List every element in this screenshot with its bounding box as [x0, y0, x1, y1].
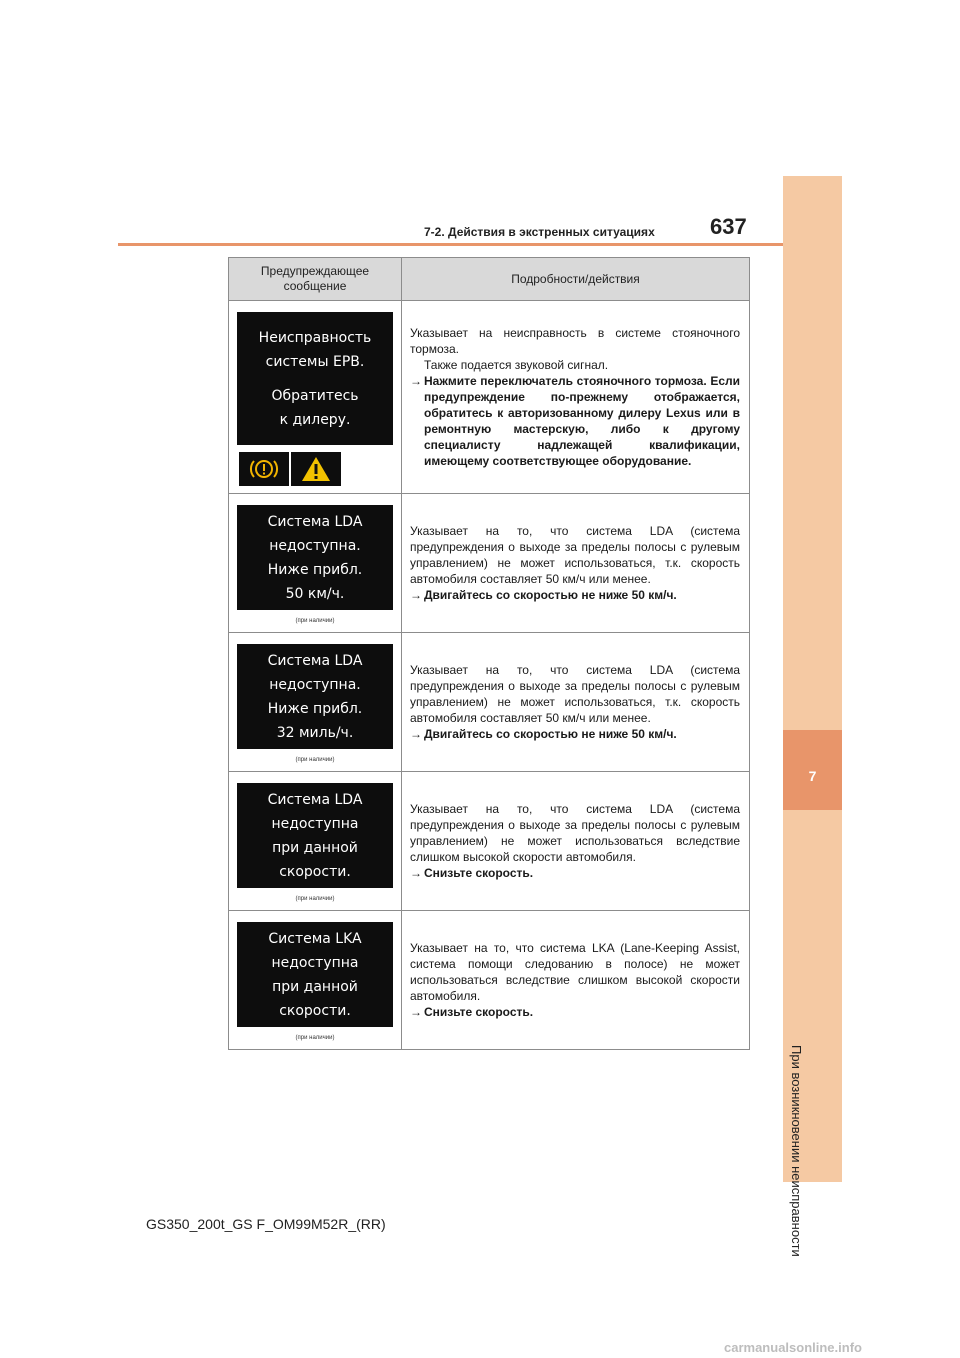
section-title: 7-2. Действия в экстренных ситуациях: [424, 225, 655, 239]
action-text: [410, 865, 740, 881]
description-text: Указывает на то, что система LKA (Lane-Keeping Assist, система помощи следованию в полосе) не может использоваться вследствие слишком высокой скорости автомобиля.: [410, 941, 740, 1003]
screen-line: недоступна.: [269, 537, 361, 554]
details-cell: [402, 494, 750, 633]
master-warning-icon: [291, 452, 341, 486]
table-row: [229, 772, 750, 911]
col-header-message: Предупреждающее сообщение: [229, 258, 402, 301]
description-text: Также подается звуковой сигнал.: [424, 358, 609, 372]
description-text: Указывает на то, что система LDA (система предупреждения о выходе за пределы полосы с рулевым управлением) не может использоваться вследствие слишком высокой скорости автомобиля.: [410, 802, 740, 864]
warning-message-table: [228, 257, 750, 1050]
message-cell: [229, 633, 402, 772]
details-cell: [402, 633, 750, 772]
screen-line: к дилеру.: [279, 411, 351, 428]
action-text: [410, 726, 740, 742]
watermark: carmanualsonline.info: [724, 1340, 862, 1355]
table-header-row: [229, 258, 750, 301]
details-cell: [402, 772, 750, 911]
action-label: Двигайтесь со скоростью не ниже 50 км/ч.: [424, 588, 677, 602]
screen-line: 50 км/ч.: [285, 585, 345, 602]
table-row: [229, 633, 750, 772]
screen-line: Система LDA: [267, 652, 363, 669]
arrow-icon: →: [410, 866, 422, 880]
arrow-icon: →: [410, 1005, 422, 1019]
screen-line: при данной: [272, 839, 358, 856]
screen-line: системы EPB.: [265, 353, 365, 370]
message-cell: [229, 911, 402, 1050]
table-row: [229, 911, 750, 1050]
screen-line: при данной: [272, 978, 358, 995]
display-screen: [237, 783, 393, 888]
screen-line: скорости.: [279, 1002, 351, 1019]
details-cell: [402, 911, 750, 1050]
display-screen: [237, 922, 393, 1027]
screen-line: Обратитесь: [271, 387, 359, 404]
chapter-title: При возникновении неисправности: [789, 1045, 804, 1257]
action-label: Снизьте скорость.: [424, 866, 534, 880]
document-id: GS350_200t_GS F_OM99M52R_(RR): [146, 1216, 386, 1232]
action-text: [410, 1004, 740, 1020]
screen-line: Система LDA: [267, 513, 363, 530]
header-rule: [118, 243, 783, 246]
page-number: 637: [710, 214, 747, 239]
display-screen: [237, 505, 393, 610]
availability-note: (при наличии): [295, 618, 335, 624]
screen-line: Система LKA: [268, 930, 362, 947]
display-screen: [237, 312, 393, 445]
action-label: Двигайтесь со скоростью не ниже 50 км/ч.: [424, 727, 677, 741]
table-row: [229, 494, 750, 633]
chapter-sidebar: [783, 176, 842, 1182]
table-row: [229, 301, 750, 494]
availability-note: (при наличии): [295, 757, 335, 763]
screen-line: Ниже прибл.: [267, 561, 363, 578]
description-text: Указывает на неисправность в системе стояночного тормоза.: [410, 326, 740, 356]
description-text: Указывает на то, что система LDA (система предупреждения о выходе за пределы полосы с рулевым управлением) не может использоваться, т.к. скорость автомобиля составляет 50 км/ч или менее.: [410, 663, 740, 725]
arrow-icon: →: [410, 727, 422, 741]
screen-line: недоступна: [271, 815, 359, 832]
action-label: Снизьте скорость.: [424, 1005, 534, 1019]
screen-line: Ниже прибл.: [267, 700, 363, 717]
availability-note: (при наличии): [295, 1035, 335, 1041]
display-screen: [237, 644, 393, 749]
details-cell: [402, 301, 750, 494]
description-text: Указывает на то, что система LDA (система предупреждения о выходе за пределы полосы с рулевым управлением) не может использоваться, т.к. скорость автомобиля составляет 50 км/ч или менее.: [410, 524, 740, 586]
epb-warning-icon: [239, 452, 289, 486]
screen-line: Система LDA: [267, 791, 363, 808]
screen-line: 32 миль/ч.: [276, 724, 354, 741]
arrow-icon: →: [410, 374, 422, 388]
action-label: Нажмите переключатель стояночного тормоза. Если предупреждение по-прежнему отображается, обратитесь к авторизованному дилеру Lexus или в ремонтную мастерскую, либо к другому специалисту надлежащей квалификации, имеющему соответствующее оборудование.: [424, 374, 740, 468]
screen-line: скорости.: [279, 863, 351, 880]
message-cell: [229, 301, 402, 494]
arrow-icon: →: [410, 588, 422, 602]
screen-line: недоступна.: [269, 676, 361, 693]
screen-line: недоступна: [271, 954, 359, 971]
action-text: [410, 587, 740, 603]
message-cell: [229, 772, 402, 911]
action-text: [410, 373, 740, 469]
availability-note: (при наличии): [295, 896, 335, 902]
col-header-details: Подробности/действия: [402, 258, 750, 301]
screen-line: Неисправность: [258, 329, 372, 346]
chapter-number: 7: [808, 768, 817, 784]
message-cell: [229, 494, 402, 633]
